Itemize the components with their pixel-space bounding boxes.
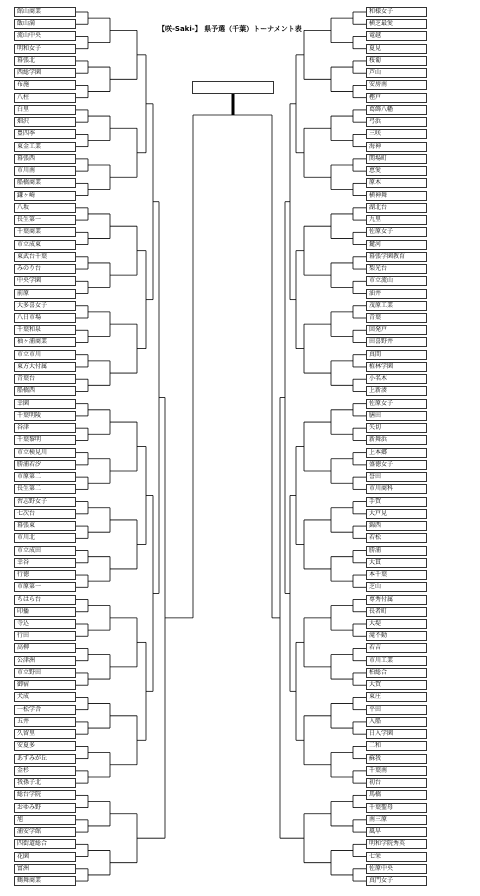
right-team-slot: 芝山 xyxy=(366,582,427,592)
right-team-slot: 弓浜 xyxy=(366,117,427,127)
left-team-slot: 幕張西 xyxy=(14,154,76,164)
right-team-slot: 麓河 xyxy=(366,240,427,250)
left-team-slot: 市川南 xyxy=(14,166,76,176)
right-team-slot: 油井 xyxy=(366,289,427,299)
left-team-slot: 千葉和泉 xyxy=(14,325,76,335)
right-team-slot: 勝浦 xyxy=(366,546,427,556)
left-team-slot: 千葉黎明 xyxy=(14,435,76,445)
left-team-slot: 公津洲 xyxy=(14,656,76,666)
right-team-slot: 小名木 xyxy=(366,374,427,384)
left-team-slot: 市原第二 xyxy=(14,472,76,482)
right-team-slot: 佐原女子 xyxy=(366,227,427,237)
left-team-slot: 船橋西 xyxy=(14,386,76,396)
right-team-slot: 田喜野井 xyxy=(366,337,427,347)
right-team-slot: 日入学園 xyxy=(366,729,427,739)
right-team-slot: 七栄 xyxy=(366,852,427,862)
right-team-slot: 市川工業 xyxy=(366,656,427,666)
right-team-slot: 市立流山 xyxy=(366,276,427,286)
right-team-slot: 回発戸 xyxy=(366,325,427,335)
right-team-slot: 盛徳女子 xyxy=(366,460,427,470)
right-team-slot: 初台 xyxy=(366,778,427,788)
winner-box xyxy=(192,81,274,94)
left-team-slot: 犬成 xyxy=(14,692,76,702)
right-team-slot: 葛飾八幡 xyxy=(366,105,427,115)
left-team-slot: あすみが丘 xyxy=(14,754,76,764)
left-team-slot: 高柳 xyxy=(14,643,76,653)
left-team-slot: 市立市川 xyxy=(14,350,76,360)
right-team-slot: 佐原女子 xyxy=(366,399,427,409)
left-team-slot: 谷津 xyxy=(14,423,76,433)
left-team-slot: 花園 xyxy=(14,852,76,862)
right-team-slot: 横芝最愛 xyxy=(366,19,427,29)
right-team-slot: 平田 xyxy=(366,705,427,715)
right-team-slot: 真間 xyxy=(366,350,427,360)
right-team-slot: 千葉聖母 xyxy=(366,803,427,813)
left-team-slot: 安夏多 xyxy=(14,741,76,751)
right-team-slot: 東庄 xyxy=(366,692,427,702)
right-team-slot: 大戸見 xyxy=(366,509,427,519)
right-team-slot: 若松 xyxy=(366,533,427,543)
left-team-slot: 西総学園 xyxy=(14,68,76,78)
left-team-slot: 東武台千葉 xyxy=(14,252,76,262)
right-team-slot: 上新湊 xyxy=(366,386,427,396)
left-team-slot: 畑沢 xyxy=(14,117,76,127)
right-team-slot: 青葉 xyxy=(366,313,427,323)
right-team-slot: 横神舞 xyxy=(366,191,427,201)
left-team-slot: 四街道総合 xyxy=(14,839,76,849)
right-team-slot: 上本郷 xyxy=(366,448,427,458)
right-team-slot: 佐原中央 xyxy=(366,864,427,874)
right-team-slot: 真門女子 xyxy=(366,876,427,886)
right-team-slot: 柏総合 xyxy=(366,668,427,678)
left-team-slot: 我孫子北 xyxy=(14,778,76,788)
left-team-slot: ちはら台 xyxy=(14,595,76,605)
left-team-slot: 市川北 xyxy=(14,533,76,543)
left-team-slot: 習志野女子 xyxy=(14,497,76,507)
right-team-slot: 安房南 xyxy=(366,80,427,90)
right-team-slot: 滝不動 xyxy=(366,631,427,641)
left-team-slot: 明和女子 xyxy=(14,44,76,54)
left-team-slot: 行徳 xyxy=(14,570,76,580)
left-team-slot: 千葉明陵 xyxy=(14,411,76,421)
left-team-slot: 船橋商業 xyxy=(14,178,76,188)
right-team-slot: 専秀付属 xyxy=(366,595,427,605)
left-team-slot: みのり台 xyxy=(14,264,76,274)
left-team-slot: 五井 xyxy=(14,717,76,727)
right-team-slot: 桜葡 xyxy=(366,56,427,66)
left-team-slot: 市立野田 xyxy=(14,668,76,678)
right-team-slot: 蘇我 xyxy=(366,754,427,764)
left-team-slot: 印播 xyxy=(14,607,76,617)
right-team-slot: 若吉 xyxy=(366,643,427,653)
left-team-slot: 勝浦若汐 xyxy=(14,460,76,470)
left-team-slot: 鶴舞商業 xyxy=(14,876,76,886)
right-team-slot: 入船 xyxy=(366,717,427,727)
left-team-slot: 八柱 xyxy=(14,93,76,103)
left-team-slot: おゆみ野 xyxy=(14,803,76,813)
left-team-slot: 青葉台 xyxy=(14,374,76,384)
left-team-slot: 七次台 xyxy=(14,509,76,519)
left-team-slot: 東金工業 xyxy=(14,142,76,152)
right-team-slot: 原木 xyxy=(366,178,427,188)
right-team-slot: 馬橋 xyxy=(366,790,427,800)
left-team-slot: 市立成田 xyxy=(14,546,76,556)
right-team-slot: 恵愛 xyxy=(366,166,427,176)
left-team-slot: 総台学院 xyxy=(14,790,76,800)
left-team-slot: 飯山満 xyxy=(14,19,76,29)
left-team-slot: 流山中央 xyxy=(14,31,76,41)
right-team-slot: 幕張学園教育 xyxy=(366,252,427,262)
left-team-slot: 八日市場 xyxy=(14,313,76,323)
right-team-slot: 関場町 xyxy=(366,154,427,164)
right-team-slot: 樫戸 xyxy=(366,93,427,103)
left-team-slot: 中央学園 xyxy=(14,276,76,286)
left-team-slot: 市原第一 xyxy=(14,582,76,592)
right-team-slot: 海神 xyxy=(366,142,427,152)
right-team-slot: 竜越 xyxy=(366,31,427,41)
right-team-slot: 風早 xyxy=(366,827,427,837)
left-team-slot: 幕張東 xyxy=(14,521,76,531)
left-team-slot: 金杉 xyxy=(14,766,76,776)
right-team-slot: 膳田 xyxy=(366,411,427,421)
right-team-slot: 錦西 xyxy=(366,521,427,531)
right-team-slot: 誉田 xyxy=(366,472,427,482)
left-team-slot: 前原 xyxy=(14,289,76,299)
right-team-slot: 新舞浜 xyxy=(366,435,427,445)
right-team-slot: 市川商科 xyxy=(366,484,427,494)
right-team-slot: 和様女子 xyxy=(366,7,427,17)
left-team-slot: 長生第一 xyxy=(14,215,76,225)
left-team-slot: 東方大付属 xyxy=(14,362,76,372)
left-team-slot: 長生第二 xyxy=(14,484,76,494)
right-team-slot: 長者町 xyxy=(366,607,427,617)
right-team-slot: 梨光台 xyxy=(366,264,427,274)
right-team-slot: 矢切 xyxy=(366,423,427,433)
right-team-slot: 二和 xyxy=(366,741,427,751)
left-team-slot: 幸園 xyxy=(14,399,76,409)
right-team-slot: 九里 xyxy=(366,215,427,225)
left-team-slot: 白里 xyxy=(14,105,76,115)
left-team-slot: 豊四季 xyxy=(14,129,76,139)
left-team-slot: 千葉商業 xyxy=(14,227,76,237)
left-team-slot: 旭 xyxy=(14,815,76,825)
right-team-slot: 千葉南 xyxy=(366,766,427,776)
left-team-slot: 袖ヶ浦商業 xyxy=(14,337,76,347)
left-team-slot: 寺込 xyxy=(14,619,76,629)
left-team-slot: 館山商業 xyxy=(14,7,76,17)
right-team-slot: 芦山 xyxy=(366,68,427,78)
right-team-slot: 三咲 xyxy=(366,129,427,139)
left-team-slot: 幸谷 xyxy=(14,558,76,568)
left-team-slot: 布施 xyxy=(14,80,76,90)
right-team-slot: 湖北台 xyxy=(366,203,427,213)
right-team-slot: 明和学院秀英 xyxy=(366,839,427,849)
left-team-slot: 大多喜女子 xyxy=(14,301,76,311)
left-team-slot: 市立成東 xyxy=(14,240,76,250)
right-team-slot: 茂原工業 xyxy=(366,301,427,311)
left-team-slot: 行田 xyxy=(14,631,76,641)
right-team-slot: 大賀 xyxy=(366,680,427,690)
right-team-slot: 夏見 xyxy=(366,44,427,54)
left-team-slot: 市立検見川 xyxy=(14,448,76,458)
right-team-slot: 植林学園 xyxy=(366,362,427,372)
left-team-slot: 一松学舎 xyxy=(14,705,76,715)
right-team-slot: 本千葉 xyxy=(366,570,427,580)
left-team-slot: 御宿 xyxy=(14,680,76,690)
right-team-slot: 大貫 xyxy=(366,558,427,568)
left-team-slot: 久留里 xyxy=(14,729,76,739)
left-team-slot: 浦安学館 xyxy=(14,827,76,837)
right-team-slot: 南三原 xyxy=(366,815,427,825)
left-team-slot: 幕張北 xyxy=(14,56,76,66)
left-team-slot: 八坂 xyxy=(14,203,76,213)
left-team-slot: 鎌ヶ崎 xyxy=(14,191,76,201)
right-team-slot: 大堤 xyxy=(366,619,427,629)
page-title: 【咲-Saki-】 県予選（千葉）トーナメント表 xyxy=(158,25,302,33)
left-team-slot: 富洲 xyxy=(14,864,76,874)
right-team-slot: 手賀 xyxy=(366,497,427,507)
